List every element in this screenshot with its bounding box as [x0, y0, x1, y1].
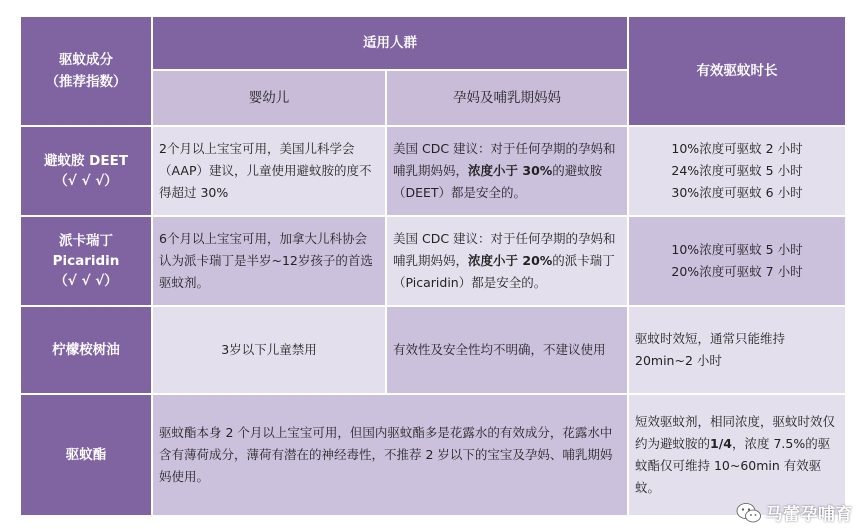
deet-pregnant-pre: 美国 CDC 建议：对于任何孕期的孕妈和哺乳期妈妈，: [393, 141, 616, 178]
lemon-pregnant-text: 有效性及安全性均不明确，不建议使用: [386, 306, 628, 394]
picaridin-duration-2: 20%浓度可驱蚊 7 小时: [671, 264, 803, 279]
row-name-ir3535: 驱蚊酯: [20, 394, 152, 516]
watermark-text: 马蕾孕哺育: [765, 505, 853, 525]
duration-header: 有效驱蚊时长: [628, 16, 846, 126]
infant-header: 婴幼儿: [152, 70, 386, 126]
table-row: [20, 306, 846, 394]
picaridin-name: 派卡瑞丁: [59, 233, 113, 249]
picaridin-pregnant-pre: 美国 CDC 建议：对于任何孕期的孕妈和哺乳期妈妈，: [393, 231, 616, 268]
ir3535-duration-pre: 短效驱蚊剂，相同浓度，驱蚊时效仅约为避蚊胺的: [635, 414, 836, 451]
deet-pregnant-text: [386, 126, 628, 216]
pregnant-header: 孕妈及哺乳期妈妈: [386, 70, 628, 126]
ingredient-header-cell: [20, 16, 152, 126]
deet-duration-3: 30%浓度可驱蚊 6 小时: [671, 185, 803, 200]
repellent-comparison-table: [19, 15, 847, 517]
recommendation-header: （推荐指数）: [45, 74, 127, 90]
lemon-duration: 驱蚊时效短，通常只能维持 20min~2 小时: [628, 306, 846, 394]
ir3535-duration: [628, 394, 846, 516]
picaridin-infant-text: 6个月以上宝宝可用，加拿大儿科协会认为派卡瑞丁是半岁~12岁孩子的首选驱蚊剂。: [152, 216, 386, 306]
table-row: [20, 126, 846, 216]
deet-pregnant-bold: 浓度小于 30%: [468, 163, 553, 178]
audience-header: 适用人群: [152, 16, 628, 70]
deet-pregnant-post: 的避蚊胺（DEET）都是安全的。: [393, 163, 603, 200]
row-name-lemon-eucalyptus: 柠檬桉树油: [20, 306, 152, 394]
ir3535-duration-bold: 1/4: [710, 436, 732, 451]
watermark: [736, 500, 854, 525]
ir3535-combined-text: 驱蚊酯本身 2 个月以上宝宝可用，但国内驱蚊酯多是花露水的有效成分，花露水中含有薄荷成分，薄荷有潜在的神经毒性，不推荐 2 岁以下的宝宝及孕妈、哺乳期妈妈使用。: [152, 394, 628, 516]
table-row: [20, 216, 846, 306]
picaridin-pregnant-text: [386, 216, 628, 306]
picaridin-duration: [628, 216, 846, 306]
deet-rating: （√ √ √）: [54, 173, 118, 189]
deet-duration: [628, 126, 846, 216]
picaridin-pregnant-post: 的派卡瑞丁（Picaridin）都是安全的。: [393, 253, 615, 290]
deet-name: 避蚊胺 DEET: [43, 153, 129, 169]
picaridin-duration-1: 10%浓度可驱蚊 5 小时: [671, 242, 803, 257]
wechat-icon: [736, 502, 762, 524]
table-row: [20, 394, 846, 516]
deet-duration-2: 24%浓度可驱蚊 5 小时: [671, 163, 803, 178]
row-name-deet: [20, 126, 152, 216]
deet-infant-text: 2个月以上宝宝可用，美国儿科学会（AAP）建议，儿童使用避蚊胺的度不得超过 30%: [152, 126, 386, 216]
picaridin-rating: （√ √ √）: [54, 273, 118, 289]
picaridin-pregnant-bold: 浓度小于 20%: [468, 253, 553, 268]
deet-duration-1: 10%浓度可驱蚊 2 小时: [671, 141, 803, 156]
ir3535-duration-post: ，浓度 7.5%的驱蚊酯仅可维持 10~60min 有效驱蚊。: [635, 436, 831, 495]
row-name-picaridin: [20, 216, 152, 306]
picaridin-name-en: Picaridin: [52, 253, 120, 269]
lemon-infant-text: 3岁以下儿童禁用: [152, 306, 386, 394]
ingredient-header: 驱蚊成分: [59, 52, 113, 68]
